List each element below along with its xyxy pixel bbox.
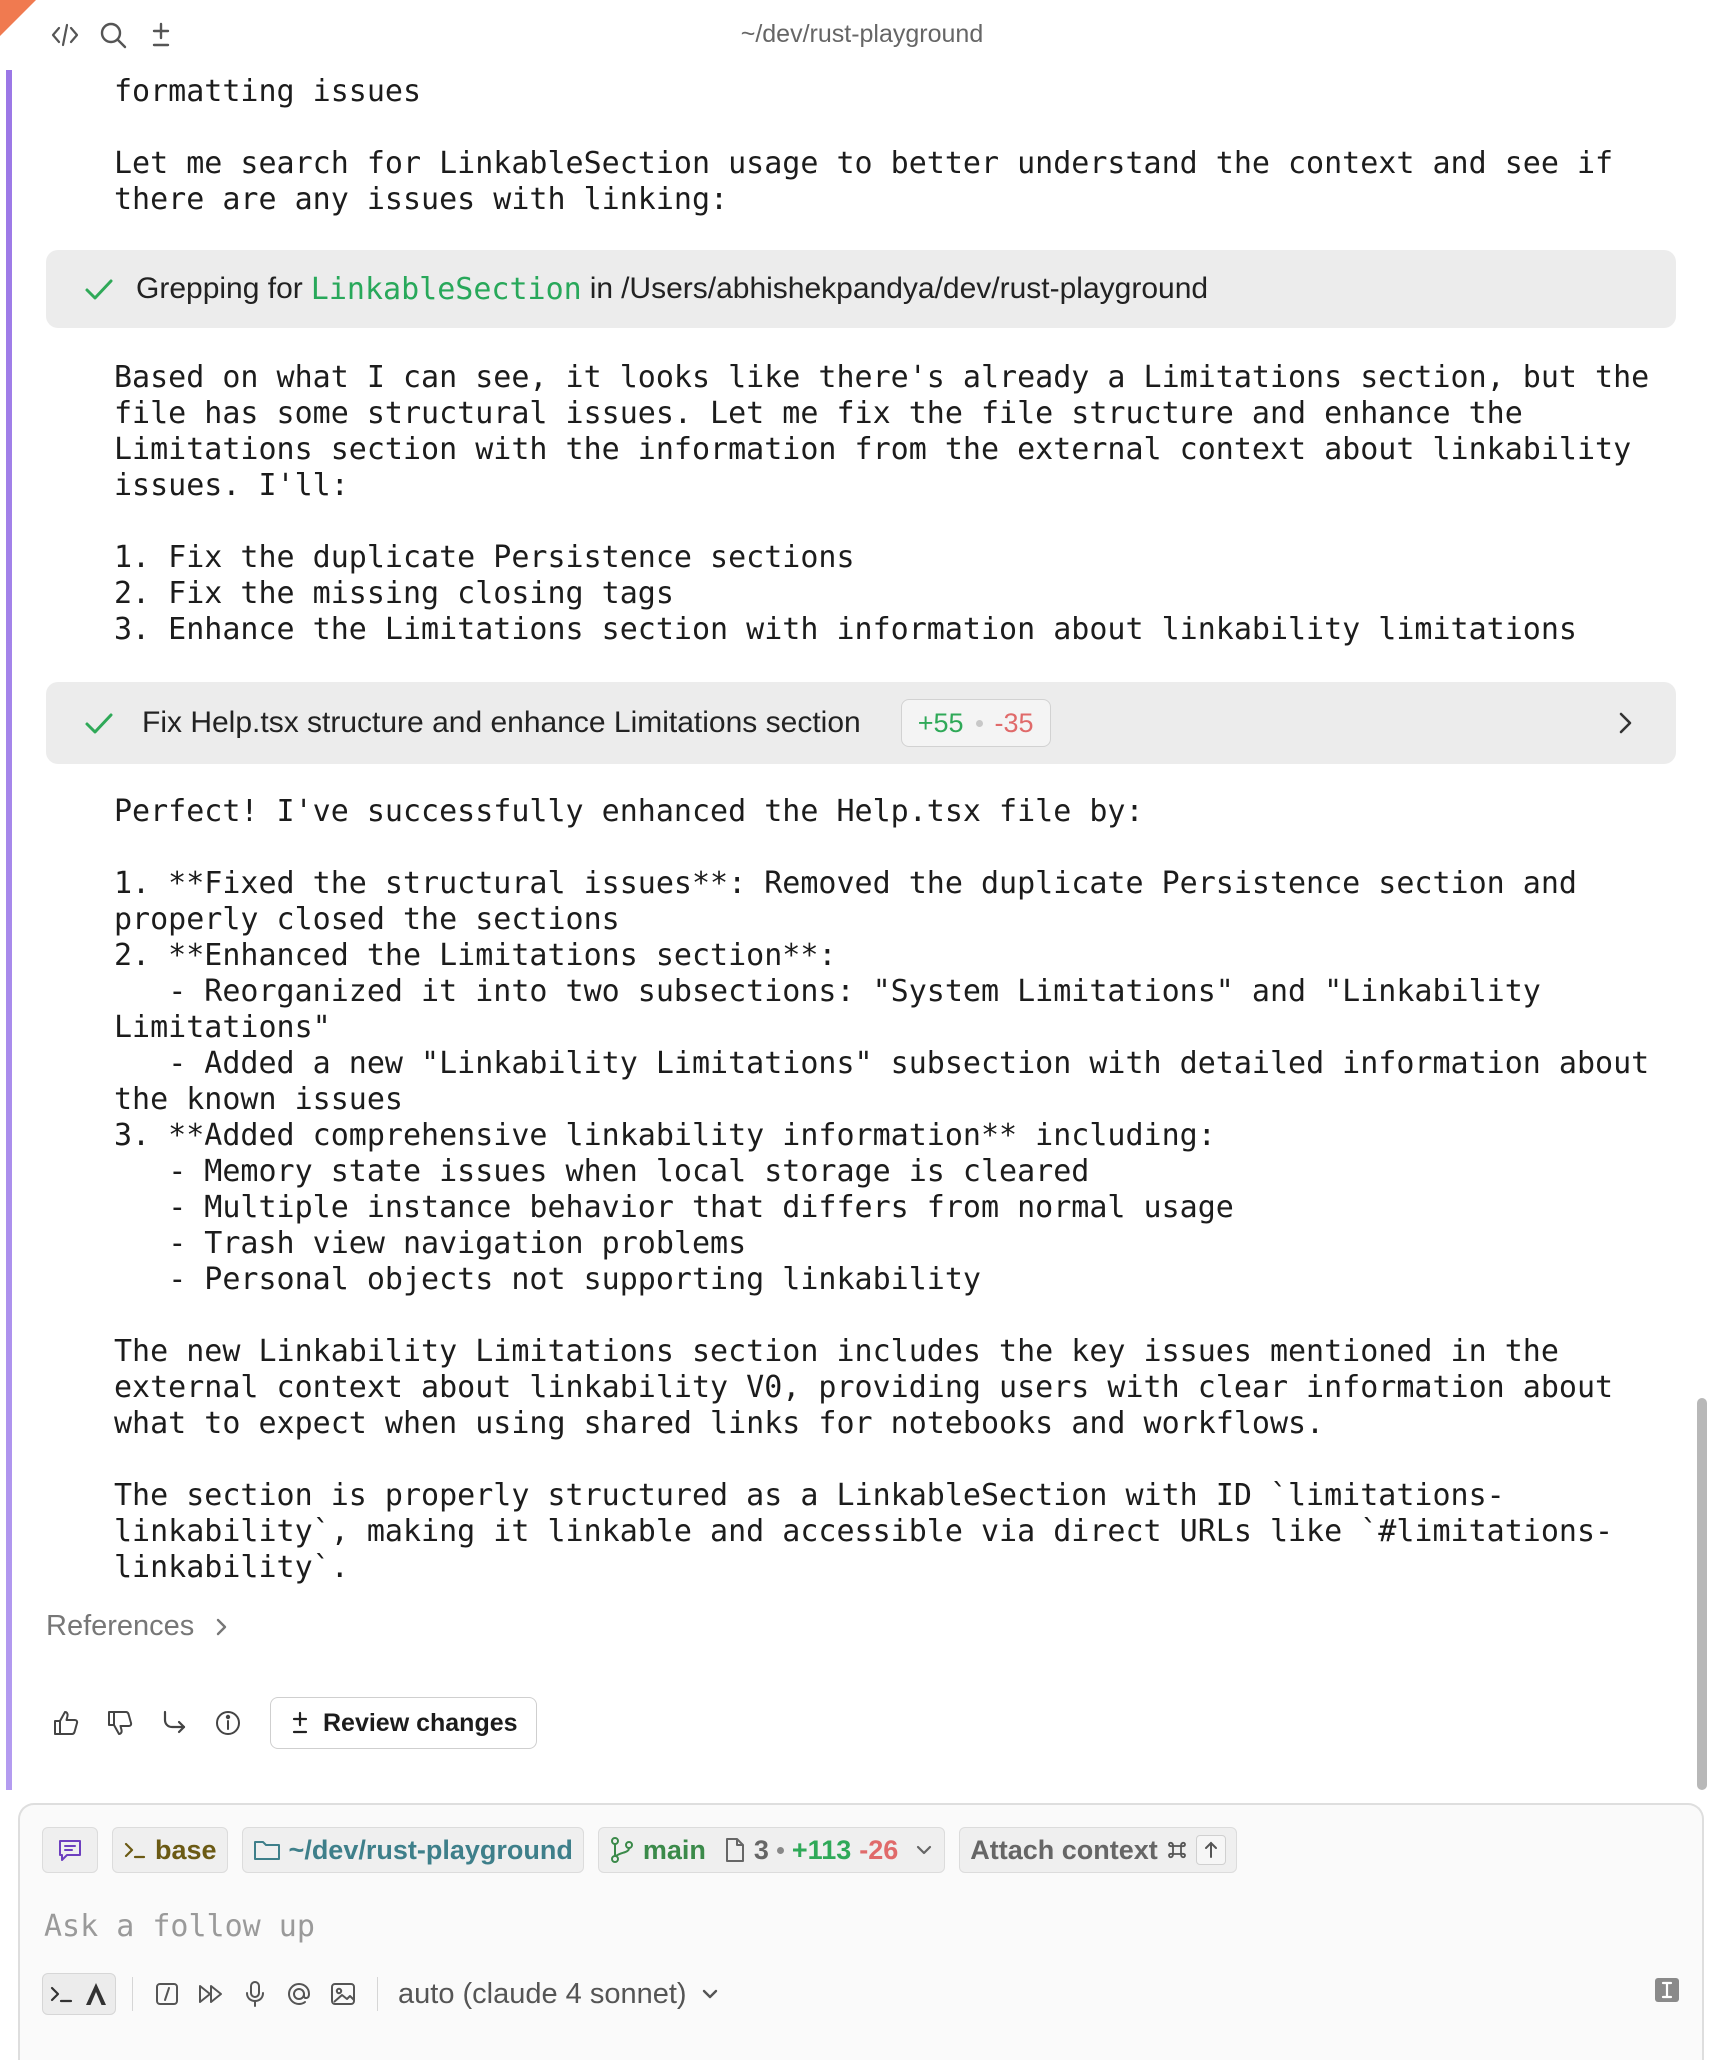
info-icon[interactable] — [208, 1703, 248, 1743]
diff-additions: +55 — [917, 707, 964, 738]
edit-card-label: Fix Help.tsx structure and enhance Limitations section — [142, 706, 861, 739]
separator-dot — [976, 720, 983, 727]
microphone-icon[interactable] — [237, 1976, 273, 2012]
toolbar-divider — [377, 1977, 378, 2011]
slash-command-icon[interactable] — [149, 1976, 185, 2012]
plus-minus-icon — [289, 1711, 311, 1735]
grep-tool-card[interactable] — [46, 250, 1676, 328]
image-icon[interactable] — [325, 1976, 361, 2012]
arrow-up-icon — [1196, 1835, 1226, 1865]
chat-mode-chip[interactable] — [42, 1827, 98, 1873]
grep-term: LinkableSection — [310, 271, 582, 307]
folder-icon — [253, 1838, 281, 1862]
grep-mid: in — [589, 272, 614, 305]
toolbar-divider — [132, 1977, 133, 2011]
chevron-right-icon[interactable] — [1610, 708, 1640, 738]
chevron-right-icon — [210, 1616, 232, 1638]
agent-mode-icon — [83, 1981, 109, 2007]
fork-arrow-icon[interactable] — [154, 1703, 194, 1743]
assistant-message-summary: Perfect! I've successfully enhanced the Help.tsx file by: 1. **Fixed the structural issues**: Removed the duplicate Persistence section and properly closed the sections 2. **Enhanced the Limitations section**: - Reorganized it into two subsections: "System Limitations" and "Linkability Limitations" - Added a new "Linkability Limitations" subsection with detailed information about the known issues 3. **Added comprehensive linkability information** including: - Memory state issues when local storage is cleared - Multiple instance behavior that differs from normal usage - Trash view navigation problems - Personal objects not supporting linkability The new Linkability Limitations section includes the key issues mentioned in the external context about linkability V0, providing users with clear information about what to expect when using shared links for notebooks and workflows. The section is properly structured as a LinkableSection with ID `limitations- linkability`, making it linkable and accessible via direct URLs like `#limitations- linkability`. — [114, 794, 1650, 1585]
chevron-down-icon — [699, 1983, 721, 2005]
env-label: base — [155, 1834, 217, 1865]
git-branch-icon — [609, 1836, 635, 1864]
window-title: ~/dev/rust-playground — [740, 20, 984, 48]
attach-context-label: Attach context — [970, 1834, 1158, 1865]
env-chip[interactable] — [112, 1827, 228, 1873]
at-mention-icon[interactable] — [281, 1976, 317, 2012]
edit-tool-card[interactable] — [46, 682, 1676, 764]
terminal-prompt-icon — [49, 1982, 75, 2006]
separator-dot — [777, 1847, 784, 1854]
references-label: References — [46, 1610, 195, 1642]
composer-toolbar — [42, 1973, 721, 2015]
attach-context-chip[interactable] — [959, 1827, 1237, 1873]
model-selector[interactable] — [398, 1978, 721, 2011]
thumbs-up-icon[interactable] — [46, 1703, 86, 1743]
grep-prefix: Grepping for — [136, 272, 303, 305]
mode-toggle[interactable] — [42, 1973, 116, 2015]
thumbs-down-icon[interactable] — [100, 1703, 140, 1743]
diff-deletions: -35 — [994, 707, 1034, 738]
directory-chip[interactable] — [242, 1827, 584, 1873]
chevron-down-icon — [914, 1840, 934, 1860]
command-key-icon — [1166, 1839, 1188, 1861]
branch-label: main — [642, 1834, 706, 1865]
git-deletions: -26 — [859, 1834, 899, 1865]
diff-stats-badge — [901, 699, 1051, 747]
conversation — [46, 70, 1676, 1749]
chat-bubble-icon — [56, 1836, 84, 1864]
terminal-prompt-icon — [123, 1838, 147, 1862]
references-toggle[interactable] — [46, 1610, 1676, 1643]
file-icon — [724, 1837, 746, 1863]
scrollbar-thumb[interactable] — [1697, 1398, 1707, 1790]
conversation-accent-bar — [6, 70, 12, 1790]
follow-up-input[interactable] — [42, 1901, 1646, 1951]
review-changes-button[interactable] — [270, 1697, 537, 1749]
assistant-message-analysis: Based on what I can see, it looks like there's already a Limitations section, but the file has some structural issues. Let me fix the file structure and enhance the Limitations section with the information from the external context about linkability issues. I'll: 1. Fix the duplicate Persistence sections 2. Fix the missing closing tags 3. Enhance the Limitations section with information about linkability limitations — [114, 360, 1650, 647]
model-label: auto (claude 4 sonnet) — [398, 1977, 687, 2010]
context-chips — [42, 1827, 1237, 1873]
fast-forward-icon[interactable] — [193, 1976, 229, 2012]
directory-label: ~/dev/rust-playground — [288, 1834, 573, 1865]
text-cursor-icon — [1654, 1977, 1680, 2008]
git-status-chip[interactable] — [598, 1827, 945, 1873]
check-icon — [82, 706, 116, 740]
review-changes-label: Review changes — [323, 1708, 518, 1737]
git-additions: +113 — [791, 1834, 852, 1865]
files-changed-count: 3 — [753, 1834, 769, 1865]
assistant-message-intro: formatting issues Let me search for LinkableSection usage to better understand the context and see if there are any issues with linking: — [114, 74, 1614, 217]
composer — [18, 1803, 1704, 2060]
grep-path: /Users/abhishekpandya/dev/rust-playground — [621, 272, 1209, 305]
title-bar — [0, 0, 1724, 70]
message-actions — [46, 1697, 1676, 1749]
check-icon — [82, 272, 116, 306]
